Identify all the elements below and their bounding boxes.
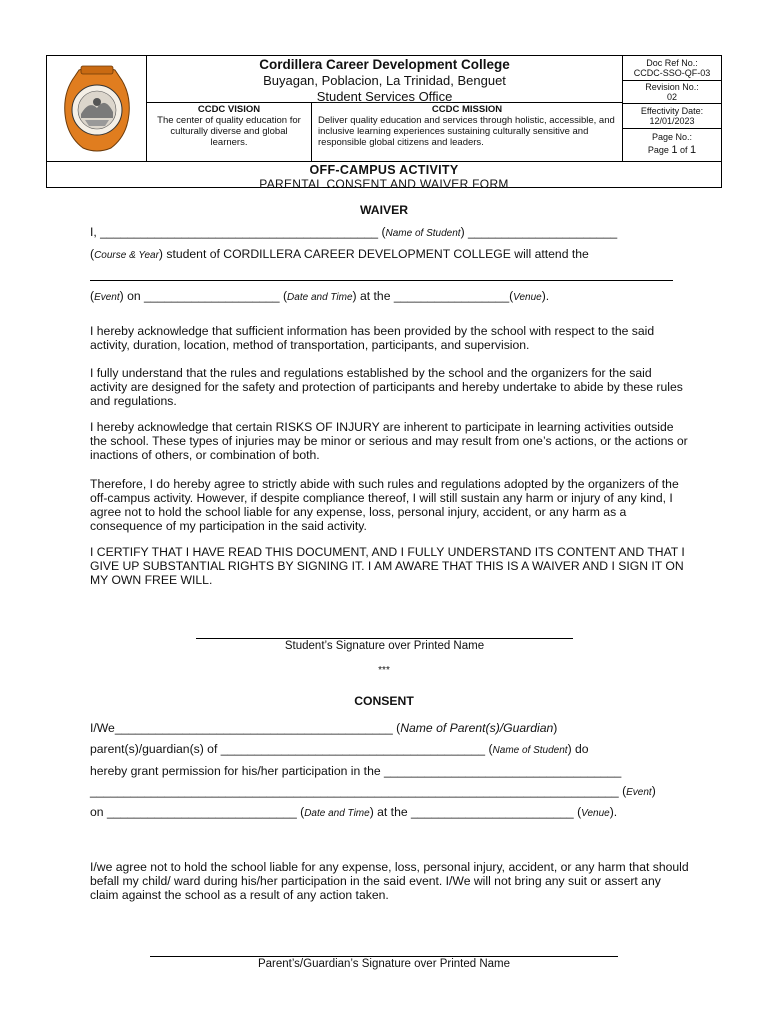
page-total: 1 [690, 144, 697, 156]
effectivity-label: Effectivity Date: [640, 106, 704, 116]
form-title: OFF-CAMPUS ACTIVITY [309, 163, 459, 177]
page-of: of [680, 145, 688, 155]
waiver-paragraph-5: I CERTIFY THAT I HAVE READ THIS DOCUMENT, AND I FULLY UNDERSTAND ITS CONTENT AND THAT I GIVE UP SUBSTANTIAL RIGHTS BY SIGNING IT. I AM AWARE THAT THIS IS A WAIVER AND I SIGN IT ON MY OWN FREE WILL. [90, 545, 685, 587]
consent-c1-b: ) [553, 721, 558, 735]
effectivity-value: 12/01/2023 [649, 116, 695, 126]
waiver-course-line [90, 247, 589, 263]
consent-event-line [90, 784, 656, 800]
mission-cell [312, 103, 623, 161]
mission-title: CCDC MISSION [431, 104, 503, 115]
consent-student-line [90, 742, 589, 758]
college-address: Buyagan, Poblacion, La Trinidad, Benguet [263, 73, 506, 88]
waiver-l2-a: ( [90, 247, 95, 261]
waiver-venue-hint: Venue [513, 292, 542, 303]
consent-c5-b: ) at the ________________________ ( [369, 805, 582, 819]
consent-event-hint: Event [626, 787, 652, 798]
college-name: Cordillera Career Development College [259, 57, 510, 72]
revision-label: Revision No.: [645, 82, 699, 92]
consent-c1-a: I/We_________________________________________ ( [90, 721, 401, 735]
consent-permission-line: hereby grant permission for his/her participation in the ___________________________________ [90, 764, 622, 778]
college-title-cell [147, 56, 623, 103]
vision-cell [147, 103, 312, 161]
waiver-l4-d: ). [541, 289, 550, 303]
waiver-paragraph-2: I fully understand that the rules and regulations established by the school and the organizers for the said activity are designed for the safety and protection of participants and hereby undertake to abide by these rules and regulations. [90, 366, 683, 408]
consent-parent-hint: Name of Parent(s)/Guardian [400, 721, 554, 735]
consent-date-line [90, 805, 617, 821]
page-number: 1 [671, 144, 678, 156]
waiver-paragraph-1: I hereby acknowledge that sufficient information has been provided by the school with respect to the said activity, duration, location, method of transportation, participants, and supervision. [90, 324, 655, 352]
revision-value: 02 [666, 92, 677, 102]
revision-cell [623, 81, 721, 104]
page-indicator [623, 145, 721, 155]
doc-ref-label: Doc Ref No.: [646, 58, 698, 68]
consent-student-hint: Name of Student [492, 745, 568, 756]
mission-text: Deliver quality education and services through holistic, accessible, and inclusive learning experiences sustaining culturally sensitive and responsible global citizens and leaders. [318, 115, 615, 148]
parent-signature-label: Parent’s/Guardian’s Signature over Printed Name [257, 958, 511, 970]
form-title-band [47, 161, 721, 191]
consent-c2-a: parent(s)/guardian(s) of _______________________________________ ( [90, 742, 493, 756]
consent-date-hint: Date and Time [304, 808, 370, 819]
vision-text: The center of quality education for culturally diverse and global learners. [157, 115, 301, 148]
doc-ref-value: CCDC-SSO-QF-03 [633, 68, 711, 78]
consent-c5-c: ). [609, 805, 618, 819]
consent-paragraph: I/we agree not to hold the school liable for any expense, loss, personal injury, accident, or any harm that should befall my child/ ward during his/her participation in the said event. I/We will not bring any suit or assert any claim against the school as a result of any action taken. [90, 860, 689, 902]
page-label: Page No.: [651, 132, 693, 142]
student-signature-label: Student’s Signature over Printed Name [284, 640, 485, 652]
consent-heading: CONSENT [354, 694, 414, 708]
vision-title: CCDC VISION [197, 104, 261, 115]
waiver-student-line [90, 225, 617, 241]
waiver-l4-a: ( [90, 289, 95, 303]
consent-c5-a: on ____________________________ ( [90, 805, 305, 819]
waiver-l1-a: I, _________________________________________ ( [90, 225, 386, 239]
consent-c4-a: ______________________________________________________________________________ ( [90, 784, 627, 798]
college-seal-logo [59, 62, 135, 154]
page-no-cell [623, 129, 721, 161]
document-header [46, 55, 722, 191]
waiver-date-hint: Date and Time [287, 292, 353, 303]
waiver-event-hint: Event [94, 292, 120, 303]
office-name: Student Services Office [316, 89, 453, 104]
waiver-heading: WAIVER [359, 203, 409, 217]
waiver-l4-c: ) at the _________________( [352, 289, 514, 303]
consent-venue-hint: Venue [581, 808, 610, 819]
doc-ref-cell [623, 56, 721, 81]
section-separator: *** [378, 665, 390, 676]
waiver-paragraph-3: I hereby acknowledge that certain RISKS OF INJURY are inherent to participate in learning activities outside the school. These types of injuries may be minor or serious and may result from one’s actions, or the actions or inactions of others, or combination of both. [90, 420, 688, 462]
consent-c2-b: ) do [567, 742, 589, 756]
consent-parent-line [90, 721, 557, 735]
waiver-paragraph-4: Therefore, I do hereby agree to strictly abide with such rules and regulations adopted by the organizers of the off-campus activity. However, if despite compliance thereof, I will still sustain any harm or injury of any kind, I agree not to hold the school liable for any expense, loss, personal injury, accident, or any harm as a consequence of my participation in the said activity. [90, 477, 679, 533]
waiver-l1-b: ) ______________________ [460, 225, 618, 239]
consent-c4-b: ) [651, 784, 656, 798]
page-prefix: Page [647, 145, 669, 155]
waiver-l2-hint: Course & Year [94, 250, 159, 261]
waiver-blank-line [90, 280, 673, 281]
waiver-l2-b: ) student of CORDILLERA CAREER DEVELOPMENT COLLEGE will attend the [158, 247, 589, 261]
waiver-l4-b: ) on ____________________ ( [119, 289, 288, 303]
logo-cell [47, 56, 147, 161]
form-subtitle: PARENTAL CONSENT AND WAIVER FORM [259, 177, 509, 191]
waiver-l1-hint: Name of Student [385, 228, 461, 239]
waiver-event-line [90, 289, 549, 305]
effectivity-cell [623, 104, 721, 129]
